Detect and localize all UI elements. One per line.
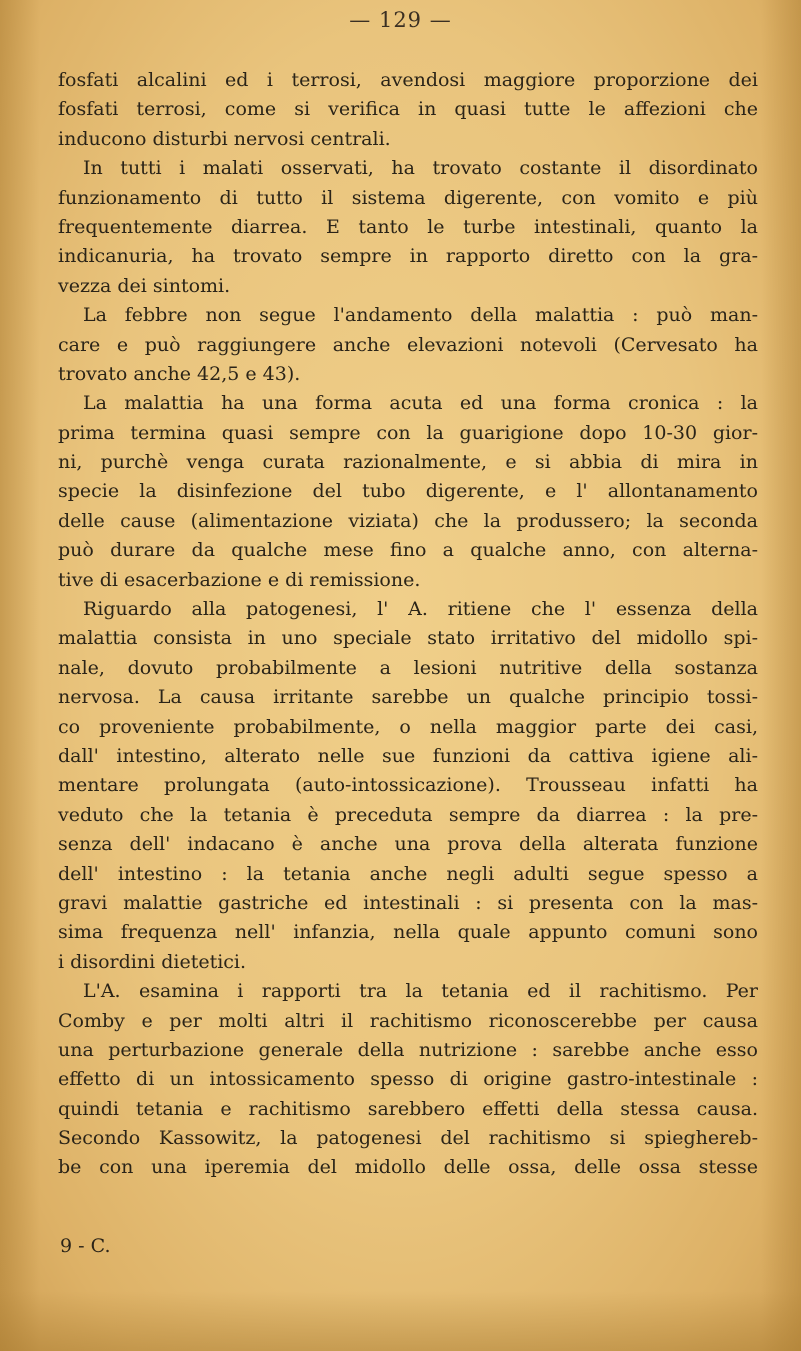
page-edge-shadow-right	[761, 0, 801, 1351]
text-line: trovato anche 42,5 e 43).	[58, 362, 301, 385]
text-line: fosfati alcalini ed i terrosi, avendosi maggiore proporzione dei	[58, 69, 758, 91]
text-line: sima frequenza nell' infanzia, nella quale appunto comuni sono	[58, 921, 758, 944]
text-line: specie la disinfezione del tubo digerente, e l' allontanamento	[58, 480, 758, 503]
text-line: senza dell' indacano è anche una prova della alterata funzione	[58, 833, 758, 856]
text-line: tive di esacerbazione e di remissione.	[58, 568, 421, 591]
text-line: vezza dei sintomi.	[58, 274, 231, 297]
text-line: La malattia ha una forma acuta ed una forma cronica : la	[83, 392, 758, 415]
printer-signature: 9 - C.	[60, 1235, 111, 1257]
text-line: fosfati terrosi, come si verifica in quasi tutte le affezioni che	[58, 98, 758, 121]
text-line: gravi malattie gastriche ed intestinali : si presenta con la mas-	[58, 891, 758, 914]
text-line: L'A. esamina i rapporti tra la tetania ed il rachitismo. Per	[83, 980, 758, 1003]
text-line: be con una iperemia del midollo delle ossa, delle ossa stesse	[58, 1156, 758, 1179]
body-text	[58, 66, 758, 1183]
text-line: care e può raggiungere anche elevazioni notevoli (Cervesato ha	[58, 333, 758, 356]
page-edge-shadow-left	[0, 0, 40, 1351]
text-line: una perturbazione generale della nutrizione : sarebbe anche esso	[58, 1038, 758, 1061]
page-edge-shadow-bottom	[0, 1291, 801, 1351]
text-line: i disordini dietetici.	[58, 950, 247, 973]
text-line: nervosa. La causa irritante sarebbe un qualche principio tossi-	[58, 686, 758, 709]
text-line: quindi tetania e rachitismo sarebbero effetti della stessa causa.	[58, 1097, 758, 1120]
text-line: delle cause (alimentazione viziata) che la produssero; la seconda	[58, 509, 758, 532]
text-line: inducono disturbi nervosi centrali.	[58, 127, 391, 150]
text-line: nale, dovuto probabilmente a lesioni nutritive della sostanza	[58, 656, 758, 679]
text-line: prima termina quasi sempre con la guarigione dopo 10-30 gior-	[58, 421, 758, 444]
text-line: mentare prolungata (auto-intossicazione). Trousseau infatti ha	[58, 774, 758, 797]
text-line: In tutti i malati osservati, ha trovato costante il disordinato	[83, 157, 758, 180]
text-line: frequentemente diarrea. E tanto le turbe intestinali, quanto la	[58, 215, 758, 238]
text-line: Comby e per molti altri il rachitismo riconoscerebbe per causa	[58, 1009, 758, 1032]
text-line: funzionamento di tutto il sistema digerente, con vomito e più	[58, 186, 758, 209]
text-line: effetto di un intossicamento spesso di origine gastro-intestinale :	[58, 1068, 758, 1091]
text-line: malattia consista in uno speciale stato irritativo del midollo spi-	[58, 627, 758, 650]
text-line: co proveniente probabilmente, o nella maggior parte dei casi,	[58, 715, 758, 738]
text-line: ni, purchè venga curata razionalmente, e si abbia di mira in	[58, 451, 758, 474]
text-line: veduto che la tetania è preceduta sempre da diarrea : la pre-	[58, 803, 758, 826]
text-line: dell' intestino : la tetania anche negli adulti segue spesso a	[58, 862, 758, 885]
text-line: indicanuria, ha trovato sempre in rapporto diretto con la gra-	[58, 245, 758, 268]
text-line: La febbre non segue l'andamento della malattia : può man-	[83, 304, 758, 327]
text-line: può durare da qualche mese fino a qualche anno, con alterna-	[58, 539, 758, 562]
page-number: — 129 —	[349, 8, 452, 32]
text-line: dall' intestino, alterato nelle sue funzioni da cattiva igiene ali-	[58, 744, 758, 767]
text-line: Secondo Kassowitz, la patogenesi del rachitismo si spieghereb-	[58, 1127, 758, 1150]
text-line: Riguardo alla patogenesi, l' A. ritiene che l' essenza della	[83, 598, 758, 621]
